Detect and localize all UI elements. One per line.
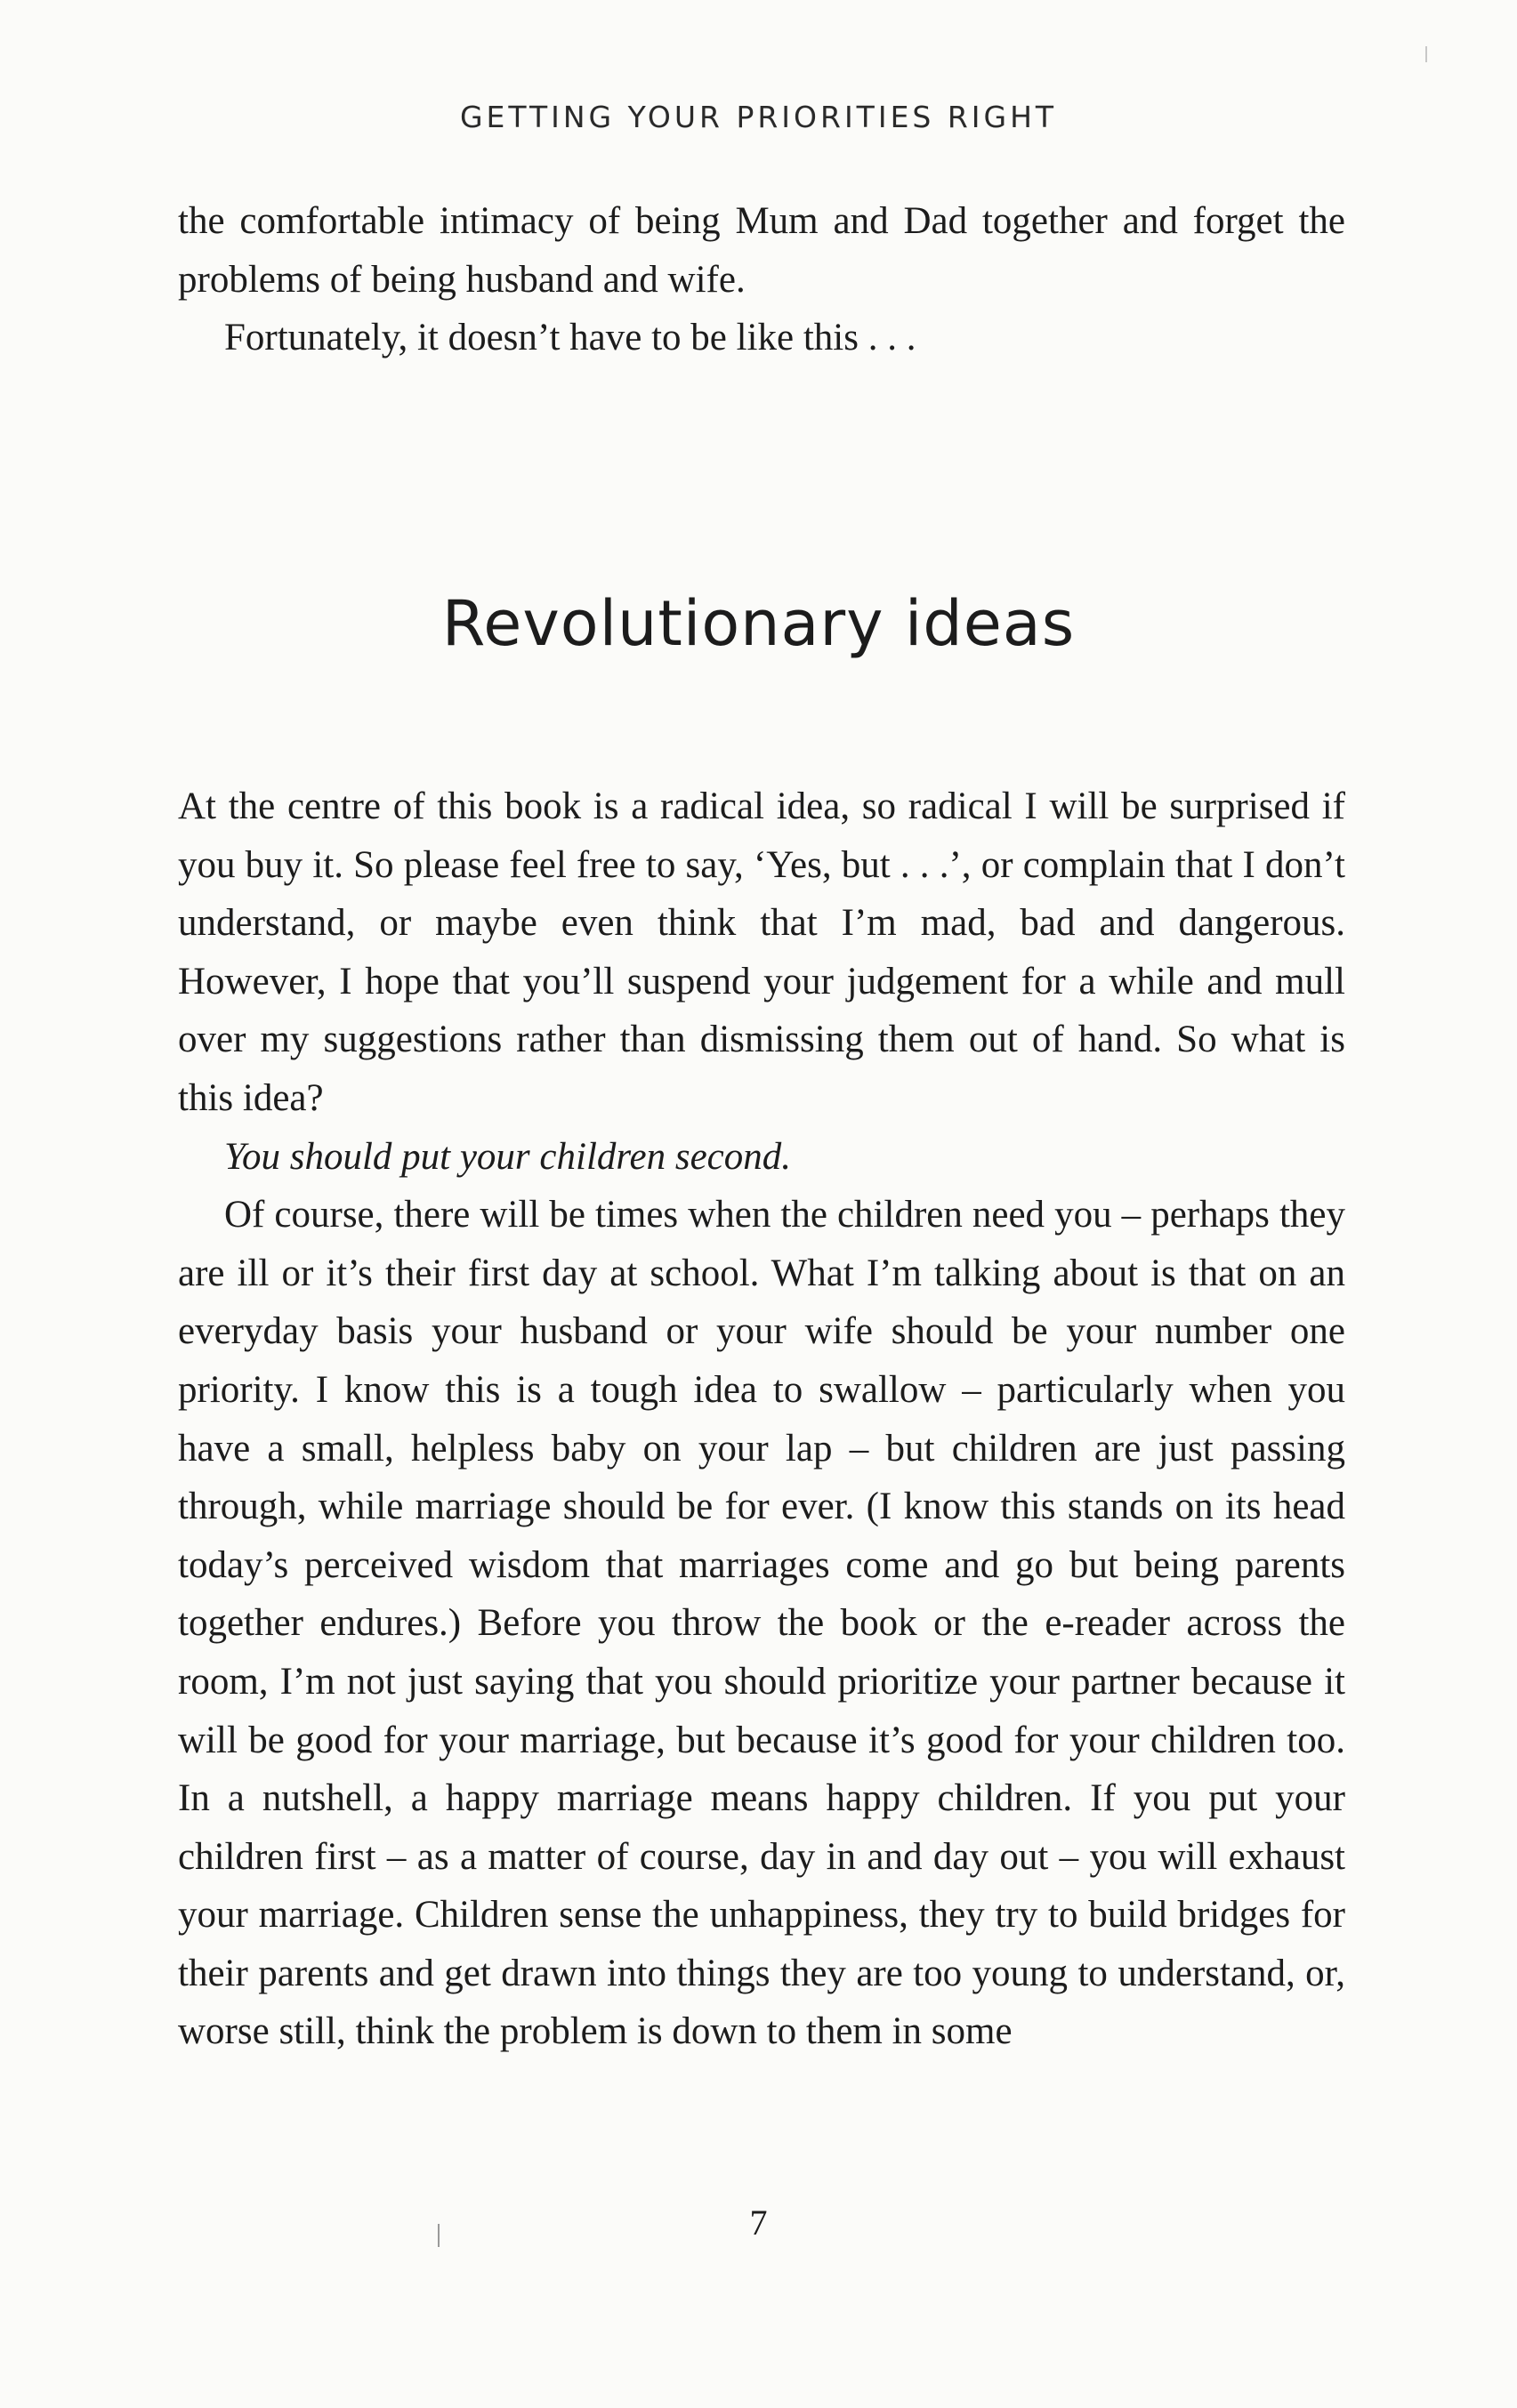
scan-mark-2: [1425, 46, 1427, 62]
body-paragraph-1: At the centre of this book is a radical idea, so radical I will be surprised if you buy it. So please feel free to say, ‘Yes, but . . .’, or complain that I don’t understand, or maybe even think that I’m mad, bad and dangerous. However, I hope that you’ll suspend your judgement for a while and mull over my suggestions rather than dismissing them out of hand. So what is this idea?: [178, 785, 1345, 1119]
section-heading: Revolutionary ideas: [441, 587, 1076, 660]
running-head: GETTING YOUR PRIORITIES RIGHT: [459, 100, 1058, 134]
italic-statement: You should put your children second.: [224, 1135, 792, 1178]
closing-paragraph: Fortunately, it doesn’t have to be like this . . .: [224, 317, 916, 359]
page-number: 7: [749, 2203, 768, 2243]
body-text: [178, 777, 1345, 2061]
intro-text: [178, 192, 1345, 367]
scan-mark: [438, 2224, 440, 2247]
body-paragraph-2: Of course, there will be times when the children need you – perhaps they are ill or it’s their first day at school. What I’m talking about is that on an everyday basis your husband or your wife should be your number one priority. I know this is a tough idea to swallow – particularly when you have a small, helpless baby on your lap – but children are just passing through, while marriage should be for ever. (I know this stands on its head today’s perceived wisdom that marriages come and go but being parents together endures.) Before you throw the book or the e-reader across the room, I’m not just saying that you should prioritize your partner because it will be good for your marriage, but because it’s good for your children too. In a nutshell, a happy marriage means happy children. If you put your children first – as a matter of course, day in and day out – you will exhaust your marriage. Children sense the unhappiness, they try to build bridges for their parents and get drawn into things they are too young to understand, or, worse still, think the problem is down to them in some: [178, 1194, 1345, 2053]
continuation-paragraph: the comfortable intimacy of being Mum and Dad together and forget the problems of being husband and wife.: [178, 200, 1345, 301]
